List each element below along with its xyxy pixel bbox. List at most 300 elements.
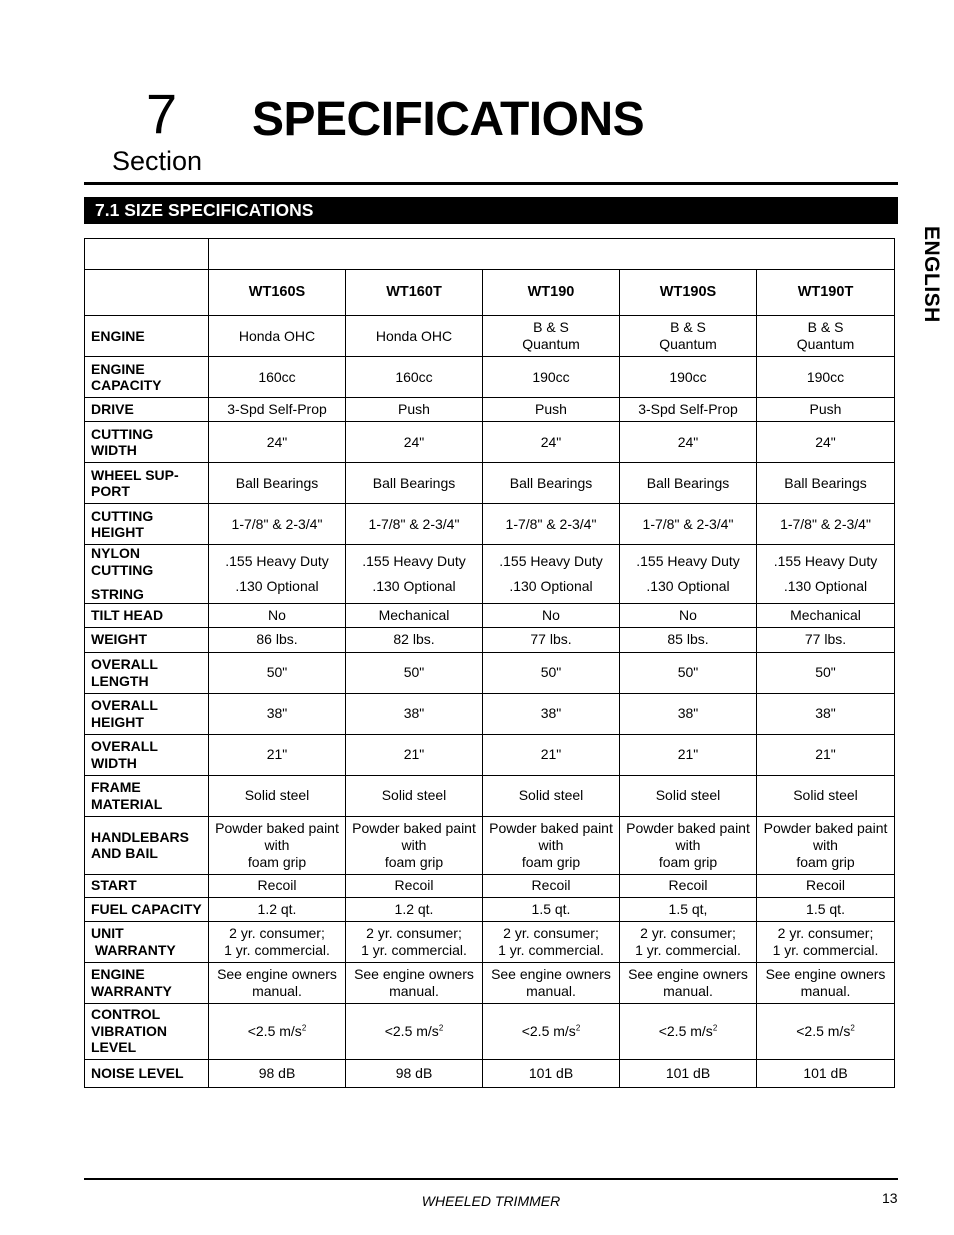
spec-value-cell [209,463,346,504]
spec-value-cell [620,816,757,874]
row-label-line: START [91,877,137,894]
spec-value-cell [209,422,346,463]
spec-value-text: 50" [403,664,425,680]
spec-value-cell [209,693,346,734]
spec-value-text: Solid steel [655,787,721,803]
spec-value-text: with [401,836,427,853]
spec-value-line [487,336,615,353]
spec-value-line [624,966,752,983]
spec-value-line [213,925,341,942]
row-label-line: PORT [91,483,130,499]
spec-value-cell [620,897,757,921]
spec-value-line [213,475,341,492]
spec-value-line [624,319,752,336]
table-row [85,463,895,504]
row-label-line: WARRANTY [91,941,176,958]
spec-value-text: 1 yr. commercial. [361,941,467,958]
spec-value-text: Push [535,401,567,417]
spec-value-text: 1 yr. commercial. [772,941,879,958]
spec-value-cell [620,627,757,652]
spec-value-text: 38" [677,705,699,721]
spec-value-line [487,516,615,533]
row-label-line: FUEL CAPACITY [91,900,202,917]
spec-value-text: Mechanical [378,606,450,623]
spec-value-text: See engine owners [628,965,748,982]
table-row [85,398,895,422]
row-label-line: CUTTING [91,507,154,524]
table-row [85,734,895,775]
spec-value-line [487,369,615,386]
spec-value-cell [483,1059,620,1087]
spec-value-text: 101 dB [665,1064,711,1081]
spec-value-line [213,983,341,1000]
spec-value-text: manual. [663,982,713,999]
spec-value-cell [346,897,483,921]
spec-value-text: 2 yr. consumer; [229,924,325,941]
spec-value-text: 190cc [532,368,570,385]
spec-value-text: 1.5 qt, [668,900,708,917]
row-label-cell [85,398,209,422]
spec-value-text: 24" [677,433,699,450]
spec-value-line [624,925,752,942]
spec-value-text: 24" [403,433,425,450]
spec-value-line [624,401,752,418]
row-label-line: ENGINE [91,966,145,982]
spec-value-cell [483,921,620,962]
spec-value-text: Honda OHC [238,327,316,344]
spec-value-text: 1-7/8" & 2-3/4" [368,515,460,532]
spec-value-text: 1-7/8" & 2-3/4" [780,515,871,532]
spec-value-line [761,578,890,595]
row-label-line: LEVEL [91,1039,137,1056]
spec-value-line [350,328,478,345]
spec-value-text: 77 lbs. [530,631,572,647]
spec-value-line [350,983,478,1000]
section-heading-bar: 7.1 SIZE SPECIFICATIONS [84,197,898,224]
spec-value-line [487,434,615,451]
spec-value-text: 1-7/8" & 2-3/4" [231,515,323,532]
row-label-line: OVERALL [91,738,158,754]
spec-value-text: 38" [403,705,425,721]
spec-value-text: 24" [266,433,288,450]
spec-value-line [487,319,615,336]
spec-value-line [487,1023,615,1040]
spec-value-line [761,925,890,942]
spec-value-line [350,516,478,533]
spec-value-line [487,942,615,959]
spec-value-text: 1.2 qt. [394,900,434,917]
spec-value-text: .130 Optional [372,577,456,594]
spec-value-cell [483,463,620,504]
spec-value-cell [620,316,757,357]
table-row [85,627,895,652]
spec-value-cell [620,693,757,734]
row-label-line: WIDTH [91,442,137,458]
spec-value-text: Honda OHC [375,327,453,344]
spec-value-text: with [813,836,838,853]
spec-value-cell [620,874,757,897]
spec-value-cell [209,816,346,874]
header-rule [84,182,898,185]
spec-value-text: foam grip [796,853,855,870]
spec-value-line [761,877,890,894]
spec-value-text: 21" [403,746,425,762]
spec-value-cell [346,1003,483,1059]
spec-value-line [761,942,890,959]
spec-value-line [624,631,752,648]
spec-value-cell [757,398,895,422]
spec-value-line [213,705,341,722]
spec-value-cell [620,921,757,962]
spec-value-cell [620,1059,757,1087]
blank-corner-cell [85,239,209,270]
spec-value-cell [757,504,895,545]
row-label-line: WARRANTY [91,982,172,999]
spec-value-cell [483,357,620,398]
row-label-cell [85,816,209,874]
spec-value-cell [483,874,620,897]
table-row [85,504,895,545]
row-label-cell [85,874,209,897]
spec-value-text: .155 Heavy Duty [225,552,329,569]
spec-value-text: 98 dB [258,1064,296,1081]
spec-value-line [350,434,478,451]
row-label-line: STRING [91,586,144,602]
spec-value-text: No [542,606,560,623]
spec-value-cell [757,603,895,627]
spec-value-text: Recoil [668,877,708,893]
spec-value-text: Ball Bearings [372,474,456,491]
spec-value-cell [209,1059,346,1087]
spec-value-cell [620,734,757,775]
row-label-line: NOISE LEVEL [91,1064,184,1081]
spec-value-line [624,336,752,353]
spec-value-text: Powder baked paint [215,819,339,836]
spec-table-body [85,239,895,1088]
spec-value-text: 1-7/8" & 2-3/4" [505,515,597,532]
spec-value-text: <2.5 m/s [247,1022,302,1039]
spec-value-cell [346,545,483,604]
spec-value-text: 101 dB [803,1064,848,1081]
spec-value-cell [620,545,757,604]
spec-value-cell [757,1059,895,1087]
spec-value-text: B & S [533,319,569,335]
spec-value-line [213,328,341,345]
spec-value-line [761,434,890,451]
spec-value-cell [209,545,346,604]
spec-value-cell [346,816,483,874]
spec-value-cell [757,652,895,693]
spec-value-cell [483,816,620,874]
spec-value-line [213,607,341,624]
spec-value-line [624,553,752,570]
footer-title: WHEELED TRIMMER [421,1193,561,1209]
spec-value-line [350,877,478,894]
spec-value-text: 21" [540,746,562,762]
spec-value-text: Solid steel [518,787,584,803]
spec-value-line [350,369,478,386]
unit-superscript: 2 [575,1022,581,1032]
row-label-cell [85,357,209,398]
row-label-cell [85,897,209,921]
model-header-cell: WT190 [483,270,620,316]
spec-value-line [624,942,752,959]
spec-value-line [487,664,615,681]
spec-value-line [487,837,615,854]
spec-value-line [487,966,615,983]
table-row [85,874,895,897]
spec-value-text: Recoil [394,877,434,893]
unit-superscript: 2 [438,1022,444,1032]
row-label-cell [85,734,209,775]
spec-value-cell [757,422,895,463]
spec-value-cell [483,316,620,357]
spec-value-line [350,664,478,681]
spec-value-text: .130 Optional [783,577,868,594]
unit-superscript: 2 [301,1022,307,1032]
spec-value-text: 1 yr. commercial. [498,941,604,958]
row-label-cell [85,921,209,962]
table-row [85,1059,895,1087]
spec-value-cell [209,357,346,398]
spec-value-line [350,607,478,624]
spec-value-text: 86 lbs. [256,631,298,647]
unit-superscript: 2 [712,1022,718,1032]
spec-value-line [487,787,615,804]
spec-value-text: 50" [677,664,699,680]
language-side-label: ENGLISH [920,226,943,323]
spec-value-text: manual. [389,982,439,999]
spec-value-cell [346,652,483,693]
spec-value-cell [346,398,483,422]
spec-value-text: See engine owners [765,965,886,982]
spec-value-cell [346,603,483,627]
spec-value-cell [346,316,483,357]
spec-value-cell [483,897,620,921]
spec-value-line [487,901,615,918]
spec-value-text: Ball Bearings [646,474,730,491]
table-row [85,422,895,463]
spec-value-cell [483,775,620,816]
spec-value-text: Powder baked paint [626,819,750,836]
spec-value-text: 1-7/8" & 2-3/4" [642,515,734,532]
spec-value-line [624,664,752,681]
spec-value-cell [757,921,895,962]
spec-value-cell [483,652,620,693]
spec-value-line [624,607,752,624]
table-row [85,962,895,1003]
spec-value-text: 50" [540,664,562,680]
spec-value-cell [209,921,346,962]
spec-value-line [624,434,752,451]
spec-value-text: 1 yr. commercial. [635,941,741,958]
spec-value-cell [209,316,346,357]
table-row [85,816,895,874]
row-label-line: FRAME [91,779,141,795]
spec-value-text: B & S [807,319,844,335]
spec-value-line [213,553,341,570]
spec-value-line [213,664,341,681]
spec-value-text: Recoil [531,877,571,893]
spec-value-cell [483,422,620,463]
spec-value-line [487,820,615,837]
spec-value-cell [483,962,620,1003]
spec-value-text: 2 yr. consumer; [640,924,736,941]
row-label-line: OVERALL [91,697,158,713]
row-label-cell [85,1003,209,1059]
spec-value-text: Recoil [257,877,297,893]
spec-value-text: Solid steel [381,787,447,803]
spec-value-cell [483,627,620,652]
spec-value-text: 160cc [395,368,433,385]
section-number: 7 [146,82,178,145]
spec-value-line [350,401,478,418]
spec-value-text: 1 yr. commercial. [224,941,330,958]
spec-value-text: Push [398,401,430,417]
spec-value-line [624,877,752,894]
spec-value-text: 98 dB [395,1064,433,1081]
spec-value-cell [483,398,620,422]
row-label-line: ENGINE [91,327,145,344]
spec-value-line [350,854,478,871]
spec-value-cell [209,652,346,693]
spec-value-line [350,966,478,983]
spec-value-text: 50" [266,664,288,680]
spec-value-text: 82 lbs. [393,631,435,647]
spec-value-text: 3-Spd Self-Prop [227,401,327,417]
spec-value-cell [346,422,483,463]
spec-value-cell [757,357,895,398]
spec-value-text: 38" [540,705,562,721]
spec-value-line [761,901,890,918]
spec-value-text: 21" [677,746,699,762]
spec-value-line [761,746,890,763]
spec-value-text: Powder baked paint [352,819,476,836]
spec-value-line [350,837,478,854]
spec-value-cell [757,775,895,816]
spec-value-cell [757,874,895,897]
spec-value-cell [346,775,483,816]
spec-value-cell [620,463,757,504]
spec-value-line [213,966,341,983]
spec-value-text: Ball Bearings [784,474,867,491]
row-label-cell [85,962,209,1003]
spec-value-text: 101 dB [528,1064,574,1081]
spec-value-text: .130 Optional [646,577,730,594]
spec-value-cell [620,652,757,693]
spec-value-cell [757,627,895,652]
spec-value-line [350,820,478,837]
row-label-cell [85,693,209,734]
table-row [85,897,895,921]
table-row [85,1003,895,1059]
page-number: 13 [882,1190,898,1206]
spec-value-line [624,787,752,804]
spec-value-line [761,336,890,353]
spec-value-line [624,1065,752,1082]
spec-value-text: 38" [815,705,836,721]
spec-value-cell [620,775,757,816]
spec-value-text: 1.2 qt. [257,900,297,917]
spec-value-line [213,901,341,918]
spec-value-cell [209,1003,346,1059]
row-label-line: HEIGHT [91,713,144,730]
model-header-cell: WT190T [757,270,895,316]
spec-value-text: 38" [266,705,288,721]
section-word: Section [112,146,203,176]
spec-value-line [487,705,615,722]
row-label-line: DRIVE [91,401,134,418]
spec-value-line [761,854,890,871]
spec-value-line [761,475,890,492]
spec-value-cell [209,962,346,1003]
spec-value-line [487,553,615,570]
spec-value-cell [620,1003,757,1059]
spec-value-cell [620,422,757,463]
spec-value-line [213,877,341,894]
spec-value-text: <2.5 m/s [658,1022,713,1039]
row-label-line: CONTROL [91,1006,161,1023]
table-row [85,693,895,734]
row-label-line: CUTTING [91,425,154,442]
spec-value-line [213,837,341,854]
spec-value-text: B & S [670,319,706,335]
spec-value-text: <2.5 m/s [521,1022,576,1039]
spec-value-line [487,578,615,595]
spec-value-line [213,746,341,763]
spec-value-line [624,983,752,1000]
spec-value-text: See engine owners [217,965,337,982]
spec-value-line [761,705,890,722]
spec-value-text: .130 Optional [235,577,319,594]
spec-value-line [350,475,478,492]
spec-value-cell [483,504,620,545]
spec-value-line [350,942,478,959]
spec-value-line [213,369,341,386]
spec-value-cell [346,693,483,734]
spec-value-line [487,1065,615,1082]
spec-value-line [624,854,752,871]
spec-value-line [487,983,615,1000]
spec-value-text: with [675,836,701,853]
spec-value-text: 160cc [258,368,296,385]
spec-value-cell [757,463,895,504]
spec-value-line [624,746,752,763]
spec-value-line [624,578,752,595]
row-label-line: HEIGHT [91,524,144,540]
spec-value-line [624,1023,752,1040]
spec-value-cell [757,816,895,874]
table-blank-row [85,239,895,270]
spec-value-line [213,516,341,533]
spec-value-text: 77 lbs. [804,631,847,647]
spec-value-text: Quantum [659,336,717,352]
spec-value-text: .155 Heavy Duty [362,552,466,569]
spec-value-cell [209,874,346,897]
spec-value-cell [620,603,757,627]
table-row [85,316,895,357]
table-row [85,775,895,816]
spec-value-line [761,607,890,624]
spec-value-text: Quantum [522,336,580,352]
spec-value-line [213,1023,341,1040]
spec-value-line [213,854,341,871]
spec-value-cell [346,734,483,775]
spec-value-line [761,631,890,648]
row-label-line: WHEEL SUP- [91,466,179,483]
spec-value-text: 2 yr. consumer; [503,924,599,941]
spec-value-line [624,837,752,854]
